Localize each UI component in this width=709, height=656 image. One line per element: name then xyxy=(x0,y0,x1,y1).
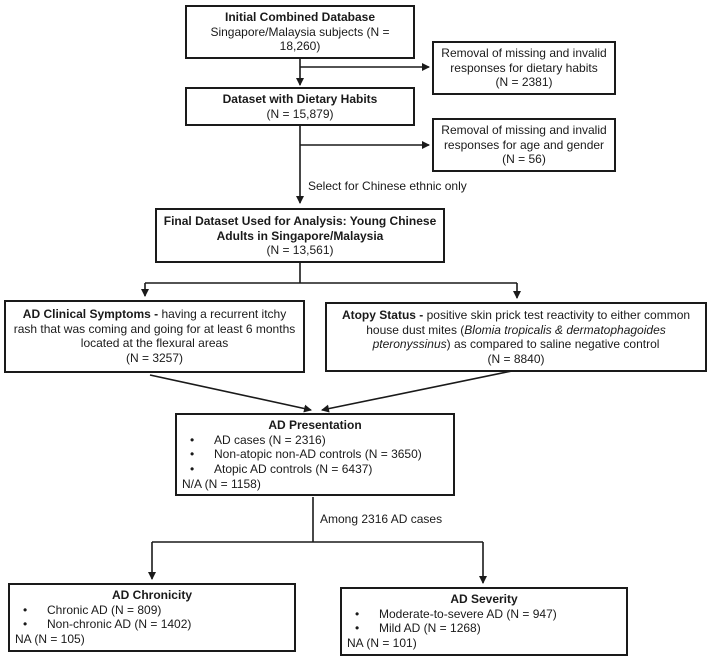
node-title: Dataset with Dietary Habits xyxy=(222,92,378,106)
node-body: Singapore/Malaysia subjects (N = 18,260) xyxy=(210,24,390,54)
node-body: Removal of missing and invalid responses for dietary habits xyxy=(441,46,607,75)
edge-label-among-cases: Among 2316 AD cases xyxy=(320,512,443,526)
list-item: • Moderate-to-severe AD (N = 947) xyxy=(355,606,557,621)
bullet-marker: • xyxy=(23,602,28,617)
node-ad-severity xyxy=(340,587,628,656)
bullet-marker: • xyxy=(190,461,195,476)
list-item: • AD cases (N = 2316) xyxy=(190,432,326,447)
bullet-marker: • xyxy=(23,617,28,632)
node-body: AD Clinical Symptoms - having a recurrent itchy rash that was coming and going for at least 6 months located at the flexural areas xyxy=(13,307,296,351)
node-title: AD Presentation xyxy=(268,418,362,432)
node-count: (N = 3257) xyxy=(125,350,184,365)
node-dietary-dataset xyxy=(185,87,415,126)
node-initial-database xyxy=(185,5,415,59)
species-names: Blomia tropicalis & dermatophagoides pteronyssinus xyxy=(372,322,666,352)
edge-label-select-chinese: Select for Chinese ethnic only xyxy=(308,179,467,193)
node-count: (N = 13,561) xyxy=(266,243,334,258)
node-body: Atopy Status - positive skin prick test reactivity to either common house dust mites (Blomia tropicalis & dermatophagoides pteronyssinus) as compared to saline negative control xyxy=(341,308,691,352)
node-count: (N = 56) xyxy=(502,152,546,167)
list-item: • Non-chronic AD (N = 1402) xyxy=(23,617,192,632)
list-item: • Chronic AD (N = 809) xyxy=(23,602,162,617)
node-ad-presentation xyxy=(175,413,455,496)
node-footer: NA (N = 105) xyxy=(15,631,85,646)
node-atopy-status xyxy=(325,302,707,372)
node-count: (N = 8840) xyxy=(487,351,545,366)
bullet-marker: • xyxy=(355,606,360,621)
node-ad-chronicity xyxy=(8,583,296,652)
node-footer: NA (N = 101) xyxy=(347,635,417,650)
node-title: AD Clinical Symptoms - xyxy=(22,307,159,321)
node-final-dataset xyxy=(155,208,445,263)
bullet-marker: • xyxy=(190,432,195,447)
node-body: Removal of missing and invalid responses for age and gender xyxy=(441,123,607,152)
node-title: AD Chronicity xyxy=(111,588,192,602)
bullet-marker: • xyxy=(190,447,195,462)
node-count: (N = 2381) xyxy=(495,75,553,90)
node-title: Initial Combined Database xyxy=(224,10,376,24)
node-title: Atopy Status - xyxy=(341,308,424,322)
node-count: (N = 15,879) xyxy=(266,106,334,121)
node-ad-clinical-symptoms xyxy=(4,300,305,373)
node-removal-dietary xyxy=(432,41,616,95)
list-item: • Non-atopic non-AD controls (N = 3650) xyxy=(190,447,422,462)
bullet-marker: • xyxy=(355,621,360,636)
node-title: AD Severity xyxy=(450,592,518,606)
node-removal-age-gender xyxy=(432,118,616,172)
node-title: Final Dataset Used for Analysis: Young Chinese Adults in Singapore/Malaysia xyxy=(163,214,437,243)
list-item: • Mild AD (N = 1268) xyxy=(355,621,481,636)
list-item: • Atopic AD controls (N = 6437) xyxy=(190,461,373,476)
node-footer: N/A (N = 1158) xyxy=(182,476,261,491)
